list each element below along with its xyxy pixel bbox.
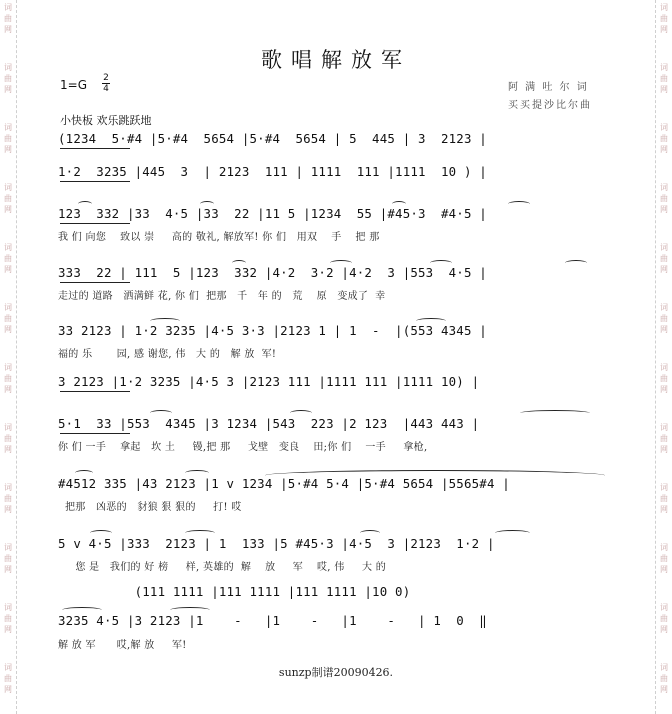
lyric-line-4: 走过的 道路 洒满鲜 花, 你 们 把那 千 年 的 荒 原 变成了 幸 (58, 291, 386, 302)
watermark-glyph: 网 (660, 505, 668, 514)
watermark-glyph: 曲 (660, 14, 668, 23)
score-line-2: 1·2 3235 |445 3 | 2123 111 | 1111 111 |1111 10 ) | (58, 164, 487, 179)
score-line-9: 5 v 4·5 |333 2123 | 1 133 |5 #45·3 |4·5 3 |2123 1·2 | (58, 536, 495, 551)
score-line-3: 123 332 |33 4·5 |33 22 |11 5 |1234 55 |#45·3 #4·5 | (58, 206, 487, 221)
watermark-glyph: 词 (660, 663, 668, 672)
lyricist-credit: 阿 满 吐 尔 词 (508, 82, 589, 93)
watermark-glyph: 网 (4, 445, 12, 454)
beam-line (60, 391, 130, 392)
watermark-glyph: 曲 (4, 494, 12, 503)
beam-line (60, 223, 130, 224)
watermark-glyph: 网 (4, 85, 12, 94)
watermark-glyph: 网 (660, 205, 668, 214)
watermark-glyph: 网 (4, 385, 12, 394)
slur-mark (90, 530, 112, 536)
slur-mark (200, 201, 214, 207)
watermark-glyph: 曲 (4, 374, 12, 383)
slur-mark (360, 530, 380, 536)
score-line-10: 3235 4·5 |3 2123 |1 - |1 - |1 - | 1 0 ‖ (58, 613, 487, 628)
watermark-glyph: 曲 (660, 374, 668, 383)
watermark-glyph: 网 (4, 325, 12, 334)
lyric-line-5: 福的 乐 园, 感 谢您, 伟 大 的 解 放 军! (58, 349, 277, 360)
watermark-glyph: 词 (660, 243, 668, 252)
watermark-glyph: 曲 (4, 134, 12, 143)
song-title: 歌唱解放军 (261, 48, 411, 72)
beam-line (60, 282, 130, 283)
watermark-glyph: 网 (660, 265, 668, 274)
score-line-7: 5·1 33 |553 4345 |3 1234 |543 223 |2 123 |443 443 | (58, 416, 480, 431)
watermark-glyph: 网 (660, 385, 668, 394)
watermark-glyph: 曲 (660, 494, 668, 503)
watermark-glyph: 网 (660, 445, 668, 454)
watermark-glyph: 词 (660, 543, 668, 552)
watermark-glyph: 词 (4, 123, 12, 132)
watermark-glyph: 词 (4, 603, 12, 612)
watermark-glyph: 词 (4, 423, 12, 432)
watermark-glyph: 词 (4, 183, 12, 192)
watermark-glyph: 曲 (660, 134, 668, 143)
watermark-glyph: 网 (4, 505, 12, 514)
slur-mark (150, 318, 180, 324)
watermark-glyph: 网 (660, 625, 668, 634)
watermark-glyph: 网 (4, 205, 12, 214)
key-signature: 1=G (60, 78, 87, 92)
slur-mark (62, 607, 102, 613)
score-line-10-accompaniment: (111 1111 |111 1111 |111 1111 |10 0) (58, 584, 419, 599)
watermark-glyph: 词 (660, 603, 668, 612)
watermark-glyph: 曲 (4, 434, 12, 443)
watermark-glyph: 词 (660, 63, 668, 72)
slur-mark (416, 318, 446, 324)
slur-mark (170, 607, 210, 613)
lyric-line-9: 您 是 我们的 好 榜 样, 英雄的 解 放 军 哎, 伟 大 的 (58, 562, 387, 573)
watermark-glyph: 曲 (4, 614, 12, 623)
watermark-glyph: 词 (4, 483, 12, 492)
watermark-glyph: 词 (660, 483, 668, 492)
watermark-glyph: 词 (660, 363, 668, 372)
watermark-glyph: 词 (4, 543, 12, 552)
watermark-glyph: 词 (4, 363, 12, 372)
beam-line (60, 433, 130, 434)
slur-mark (185, 530, 215, 536)
watermark-glyph: 网 (4, 265, 12, 274)
slur-mark (565, 260, 587, 266)
watermark-glyph: 曲 (4, 14, 12, 23)
watermark-glyph: 曲 (660, 674, 668, 683)
watermark-glyph: 网 (660, 85, 668, 94)
watermark-glyph: 词 (660, 423, 668, 432)
watermark-glyph: 曲 (4, 194, 12, 203)
slur-mark (290, 410, 312, 416)
lyric-line-3: 我 们 向您 致以 崇 高的 敬礼, 解放军! 你 们 用双 手 把 那 (58, 232, 380, 243)
time-signature-top: 2 (103, 73, 109, 83)
watermark-glyph: 曲 (4, 674, 12, 683)
watermark-glyph: 词 (660, 183, 668, 192)
score-line-6: 3 2123 |1·2 3235 |4·5 3 |2123 111 |1111 111 |1111 10) | (58, 374, 480, 389)
watermark-glyph: 曲 (4, 314, 12, 323)
watermark-glyph: 曲 (4, 254, 12, 263)
slur-mark (232, 260, 246, 266)
lyric-line-8: 把那 凶恶的 豺狼 狠 狠的 打! 哎 (58, 502, 242, 513)
slur-mark (78, 201, 92, 207)
watermark-glyph: 曲 (660, 434, 668, 443)
composer-credit: 买买提沙比尔曲 (508, 100, 592, 111)
watermark-glyph: 网 (660, 145, 668, 154)
watermark-glyph: 网 (4, 25, 12, 34)
watermark-glyph: 曲 (660, 614, 668, 623)
lyric-line-7: 你 们 一手 拿起 坎 土 镘,把 那 戈壁 变良 田;你 们 一手 拿枪, (58, 442, 428, 453)
footer-credit: sunzp制谱20090426. (278, 666, 394, 679)
beam-line (60, 181, 130, 182)
slur-mark (330, 260, 352, 266)
watermark-glyph: 网 (660, 685, 668, 694)
score-line-5: 33 2123 | 1·2 3235 |4·5 3·3 |2123 1 | 1 - |(553 4345 | (58, 323, 487, 338)
watermark-glyph: 网 (4, 625, 12, 634)
watermark-glyph: 曲 (660, 74, 668, 83)
watermark-glyph: 词 (4, 63, 12, 72)
watermark-glyph: 网 (660, 25, 668, 34)
lyric-line-10: 解 放 军 哎,解 放 军! (58, 640, 187, 651)
slur-mark (75, 470, 93, 476)
watermark-glyph: 网 (660, 325, 668, 334)
watermark-glyph: 词 (4, 3, 12, 12)
watermark-glyph: 曲 (4, 74, 12, 83)
tempo-marking: 小快板 欢乐跳跃地 (60, 114, 152, 127)
time-signature (101, 73, 111, 94)
slur-mark (508, 201, 530, 207)
watermark-glyph: 曲 (660, 314, 668, 323)
watermark-glyph: 网 (4, 565, 12, 574)
score-line-1: (1234 5·#4 |5·#4 5654 |5·#4 5654 | 5 445 | 3 2123 | (58, 131, 487, 146)
beam-line (60, 148, 130, 149)
watermark-glyph: 词 (4, 303, 12, 312)
slur-mark (495, 530, 530, 536)
time-signature-bottom: 4 (103, 84, 109, 94)
slur-mark (520, 410, 590, 416)
watermark-glyph: 曲 (4, 554, 12, 563)
watermark-glyph: 网 (4, 145, 12, 154)
watermark-glyph: 词 (660, 303, 668, 312)
watermark-glyph: 网 (660, 565, 668, 574)
slur-mark (150, 410, 172, 416)
watermark-glyph: 词 (4, 663, 12, 672)
slur-mark (430, 260, 452, 266)
score-line-8: #4512 335 |43 2123 |1 v 1234 |5·#4 5·4 |5·#4 5654 |5565#4 | (58, 476, 510, 491)
watermark-glyph: 词 (4, 243, 12, 252)
watermark-glyph: 网 (4, 685, 12, 694)
slur-mark (392, 201, 406, 207)
slur-mark (185, 470, 209, 476)
watermark-glyph: 词 (660, 3, 668, 12)
watermark-glyph: 曲 (660, 194, 668, 203)
watermark-glyph: 曲 (660, 254, 668, 263)
watermark-glyph: 词 (660, 123, 668, 132)
score-line-4: 333 22 | 111 5 |123 332 |4·2 3·2 |4·2 3 |553 4·5 | (58, 265, 487, 280)
watermark-glyph: 曲 (660, 554, 668, 563)
